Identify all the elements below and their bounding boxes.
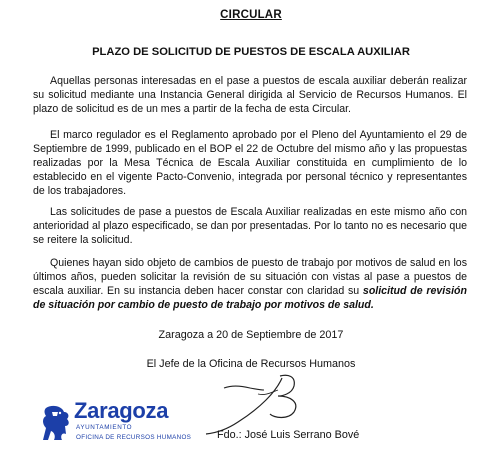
place-and-date: Zaragoza a 20 de Septiembre de 2017 [158, 329, 344, 341]
paragraph-health-changes-emphasis: solicitud de revisión de situación por cambio de puesto de trabajo por motivos de salud. [33, 285, 467, 311]
paragraph-application-deadline: Aquellas personas interesadas en el pase a puestos de escala auxiliar deberán realizar su solicitud mediante una Instancia General dirigida al Servicio de Recursos Humanos. El plazo de solicitud es de un mes a partir de la fecha de esta Circular. [33, 75, 467, 115]
logo-office-name: OFICINA DE RECURSOS HUMANOS [76, 434, 192, 441]
zaragoza-logo [40, 398, 200, 446]
logo-ayuntamiento: AYUNTAMIENTO [76, 424, 133, 431]
paragraph-previous-applications: Las solicitudes de pase a puestos de Escala Auxiliar realizadas en este mismo año con anterioridad al plazo especificado, se dan por presentadas. Por lo tanto no es necesario que se reitere la solicitud. [33, 206, 467, 246]
paragraph-health-changes-text: Quienes hayan sido objeto de cambios de puesto de trabajo por motivos de salud en los últimos años, pueden solicitar la revisión de su situación con vistas al pase a puestos de escala auxiliar. En su instancia deben hacer constar con claridad su [33, 257, 467, 297]
paragraph-health-changes [33, 256, 467, 312]
handwritten-signature [198, 366, 308, 436]
lion-emblem-icon [40, 404, 72, 442]
document-subtitle: PLAZO DE SOLICITUD DE PUESTOS DE ESCALA AUXILIAR [92, 46, 410, 58]
paragraph-regulatory-framework: El marco regulador es el Reglamento aprobado por el Pleno del Ayuntamiento el 29 de Septiembre de 1999, publicado en el BOP el 22 de Octubre del mismo año y las propuestas realizadas por la Mesa Técnica de Escala Auxiliar constituida en cumplimiento de lo establecido en el vigente Pacto-Convenio, integrada por personal técnico y representantes de los trabajadores. [33, 129, 467, 197]
document-title: CIRCULAR [220, 9, 282, 21]
signer-role: El Jefe de la Oficina de Recursos Humanos [146, 358, 356, 370]
signer-name: Fdo.: José Luis Serrano Bové [217, 429, 360, 441]
logo-city-name: Zaragoza [74, 398, 169, 423]
